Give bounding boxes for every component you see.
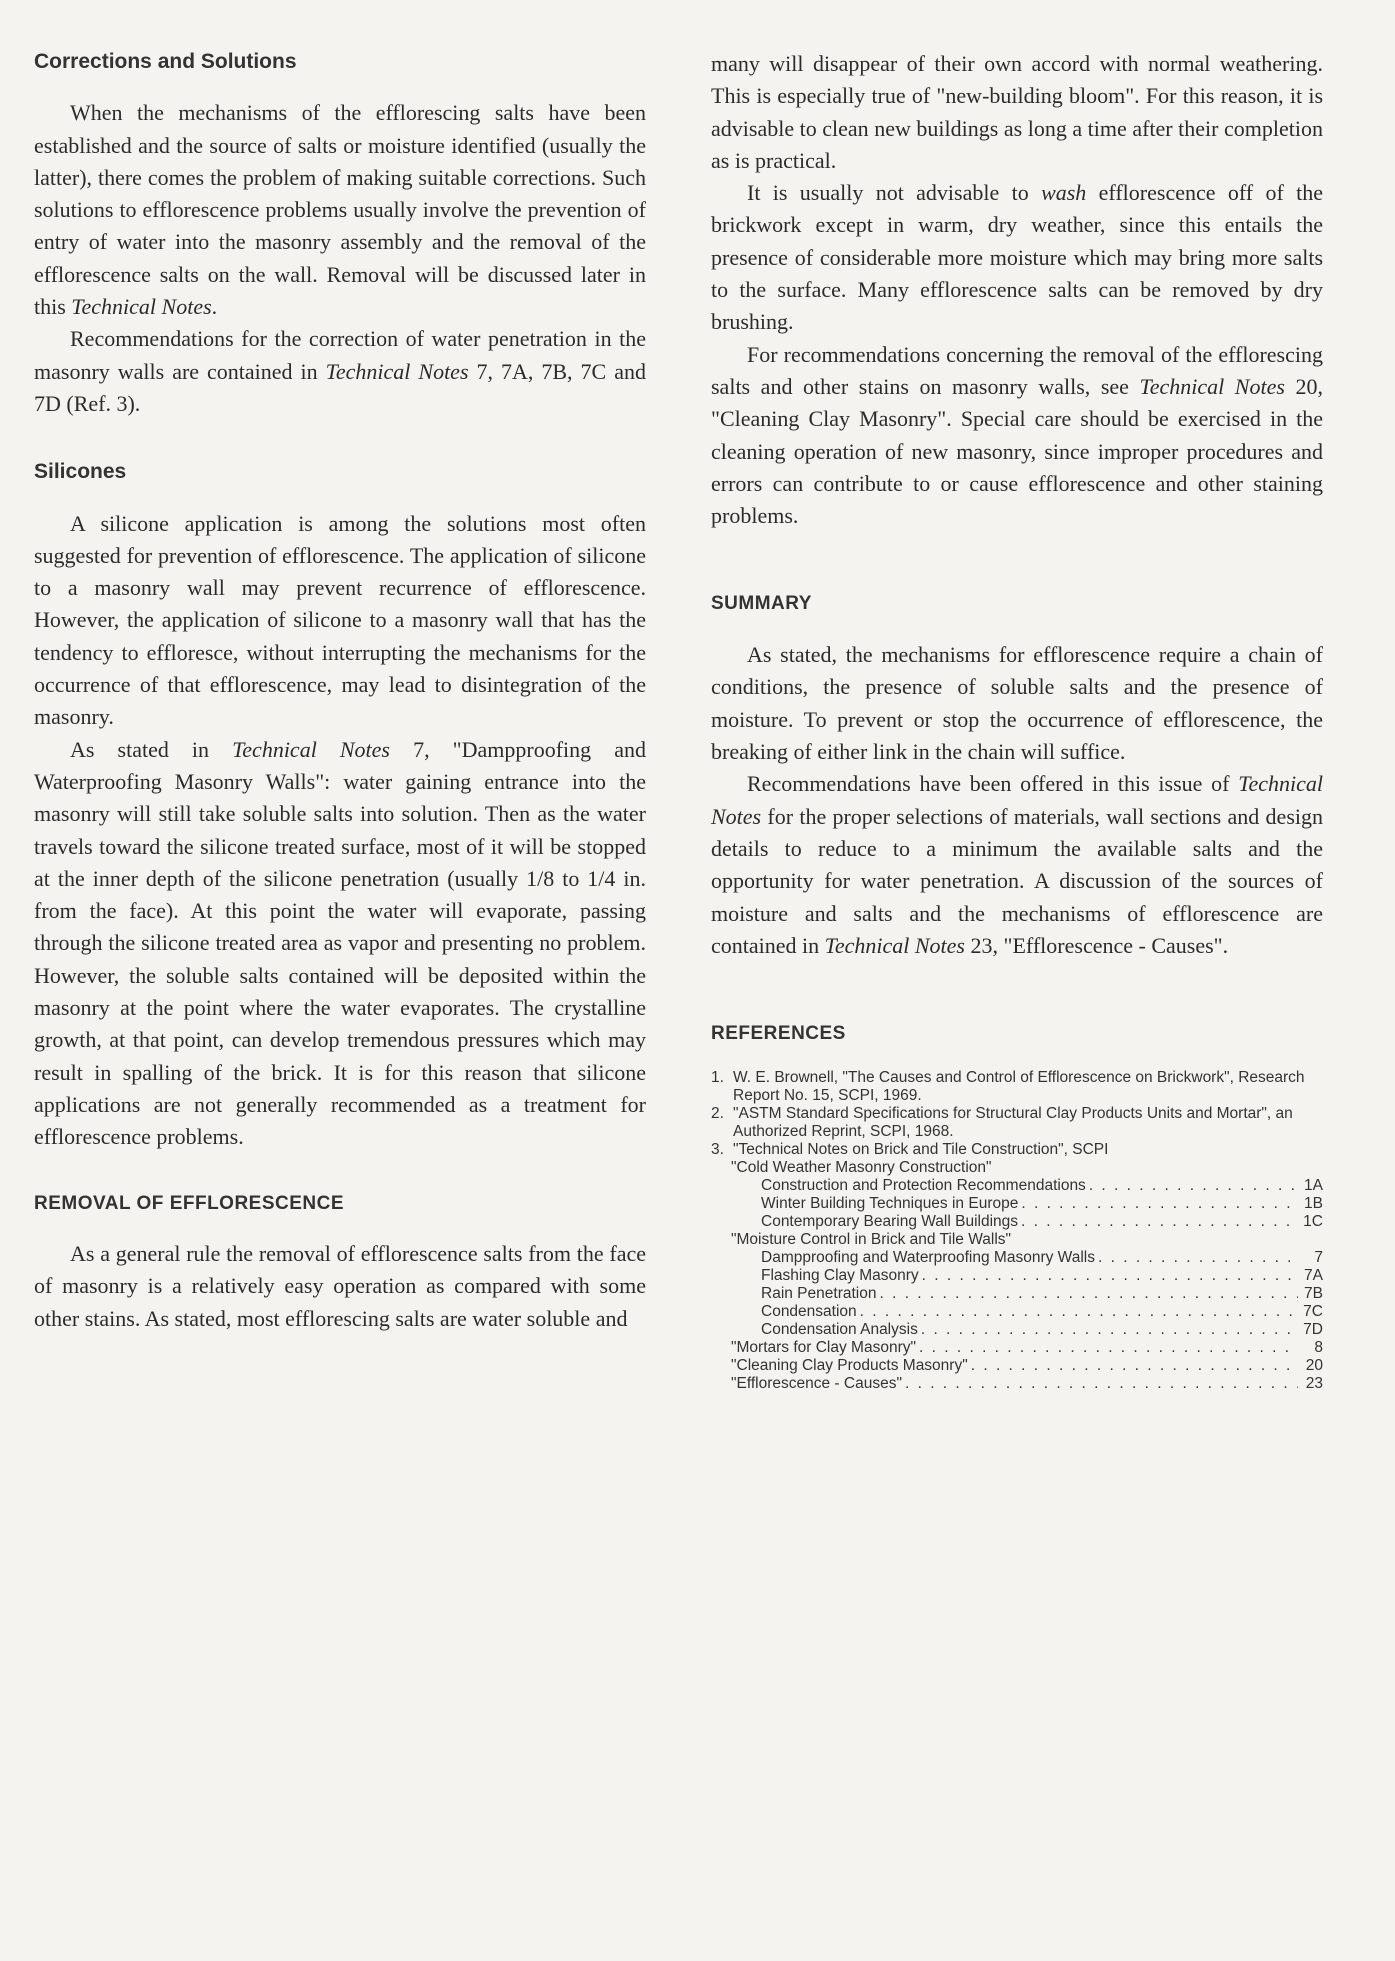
summary-paragraph-2: Recommendations have been offered in this issue of Technical Notes for the proper selections of materials, wall sections and design details to reduce to a minimum the available salts and the opportunity for water penetration. A discussion of the sources of moisture and salts and the mechanisms of efflorescence are contained in Technical Notes 23, "Efflorescence - Causes". (711, 771, 1323, 958)
references-heading: REFERENCES (711, 1023, 846, 1045)
toc-row: Condensation . . . 7C (731, 1303, 1323, 1321)
corrections-paragraph-2: Recommendations for the correction of water penetration in the masonry walls are contained in Technical Notes 7, 7A, 7B, 7C and 7D (Ref. 3). (34, 326, 646, 416)
toc-row: Rain Penetration . . . 7B (731, 1285, 1323, 1303)
left-column (34, 48, 646, 1335)
silicones-heading: Silicones (34, 460, 127, 484)
corrections-paragraph-1: When the mechanisms of the efflorescing salts have been established and the source of salts or moisture identified (usually the latter), there comes the problem of making suitable corrections. Such solutions to efflorescence problems usually involve the prevention of entry of water into the masonry assembly and the removal of the efflorescence salts on the wall. Removal will be discussed later in this Technical Notes. (34, 100, 646, 320)
silicones-paragraph-2: As stated in Technical Notes 7, "Dampproofing and Waterproofing Masonry Walls": water gaining entrance into the masonry will still take soluble salts into solution. Then as the water travels toward the silicone treated surface, most of it will be stopped at the inner depth of the silicone penetration (usually 1/8 to 1/4 in. from the face). At this point the water will evaporate, passing through the silicone treated area as vapor and presenting no problem. However, the soluble salts contained will be deposited within the masonry at the point where the water evaporates. The crystalline growth, at that point, can develop tremendous pressures which may result in spalling of the brick. It is for this reason that silicone applications are not generally recommended as a treatment for efflorescence problems. (34, 736, 646, 1150)
reference-item: 2. "ASTM Standard Specifications for Structural Clay Products Units and Mortar", an Authorized Reprint, SCPI, 1968. (711, 1104, 1293, 1140)
summary-paragraph-1: As stated, the mechanisms for efflorescence require a chain of conditions, the presence of soluble salts and the presence of moisture. To prevent or stop the occurrence of efflorescence, the breaking of either link in the chain will suffice. (711, 642, 1323, 765)
toc-row: Condensation Analysis . . . 7D (731, 1321, 1323, 1339)
right-column (711, 48, 1323, 1393)
toc-row: "Mortars for Clay Masonry" . . . 8 (731, 1339, 1323, 1357)
silicones-paragraph-1: A silicone application is among the solutions most often suggested for prevention of efflorescence. The application of silicone to a masonry wall may prevent recurrence of efflorescence. However, the application of silicone to a masonry wall that has the tendency to effloresce, without interrupting the mechanisms for the occurrence of that efflorescence, may lead to disintegration of the masonry. (34, 510, 646, 730)
toc-row: Construction and Protection Recommendations . . . 1A (731, 1177, 1323, 1195)
toc-row: Flashing Clay Masonry . . . 7A (731, 1267, 1323, 1285)
toc-group-title: "Moisture Control in Brick and Tile Walls" (731, 1230, 1012, 1248)
reference-toc (711, 1159, 1323, 1393)
reference-item: 3. "Technical Notes on Brick and Tile Construction", SCPI (711, 1140, 1109, 1158)
toc-group-title: "Cold Weather Masonry Construction" (731, 1158, 992, 1176)
corrections-heading: Corrections and Solutions (34, 50, 297, 73)
removal-paragraph-2: many will disappear of their own accord with normal weathering. This is especially true of "new-building bloom". For this reason, it is advisable to clean new buildings as long a time after their completion as is practical. (711, 51, 1323, 173)
removal-paragraph-4: For recommendations concerning the removal of the efflorescing salts and other stains on masonry walls, see Technical Notes 20, "Cleaning Clay Masonry". Special care should be exercised in the cleaning operation of new masonry, since improper procedures and errors can contribute to or cause efflorescence and other staining problems. (711, 341, 1323, 529)
toc-row: "Efflorescence - Causes" . . . 23 (731, 1375, 1323, 1393)
removal-paragraph-3: It is usually not advisable to wash efflorescence off of the brickwork except in warm, dry weather, since this entails the presence of considerable more moisture which may bring more salts to the surface. Many efflorescence salts can be removed by dry brushing. (711, 180, 1324, 335)
summary-heading: SUMMARY (711, 593, 812, 615)
reference-item: 1. W. E. Brownell, "The Causes and Control of Efflorescence on Brickwork", Research Report No. 15, SCPI, 1969. (711, 1068, 1305, 1104)
toc-row: Contemporary Bearing Wall Buildings . . . 1C (731, 1213, 1323, 1231)
toc-row: Winter Building Techniques in Europe . . . 1B (731, 1195, 1323, 1213)
removal-paragraph-1: As a general rule the removal of efflorescence salts from the face of masonry is a relatively easy operation as compared with some other stains. As stated, most efflorescing salts are water soluble and (34, 1241, 646, 1331)
references-list (711, 1069, 1323, 1393)
toc-row: Dampproofing and Waterproofing Masonry Walls . . . 7 (731, 1249, 1323, 1267)
toc-row: "Cleaning Clay Products Masonry" . . . 20 (731, 1357, 1323, 1375)
removal-heading: REMOVAL OF EFFLORESCENCE (34, 1192, 345, 1214)
